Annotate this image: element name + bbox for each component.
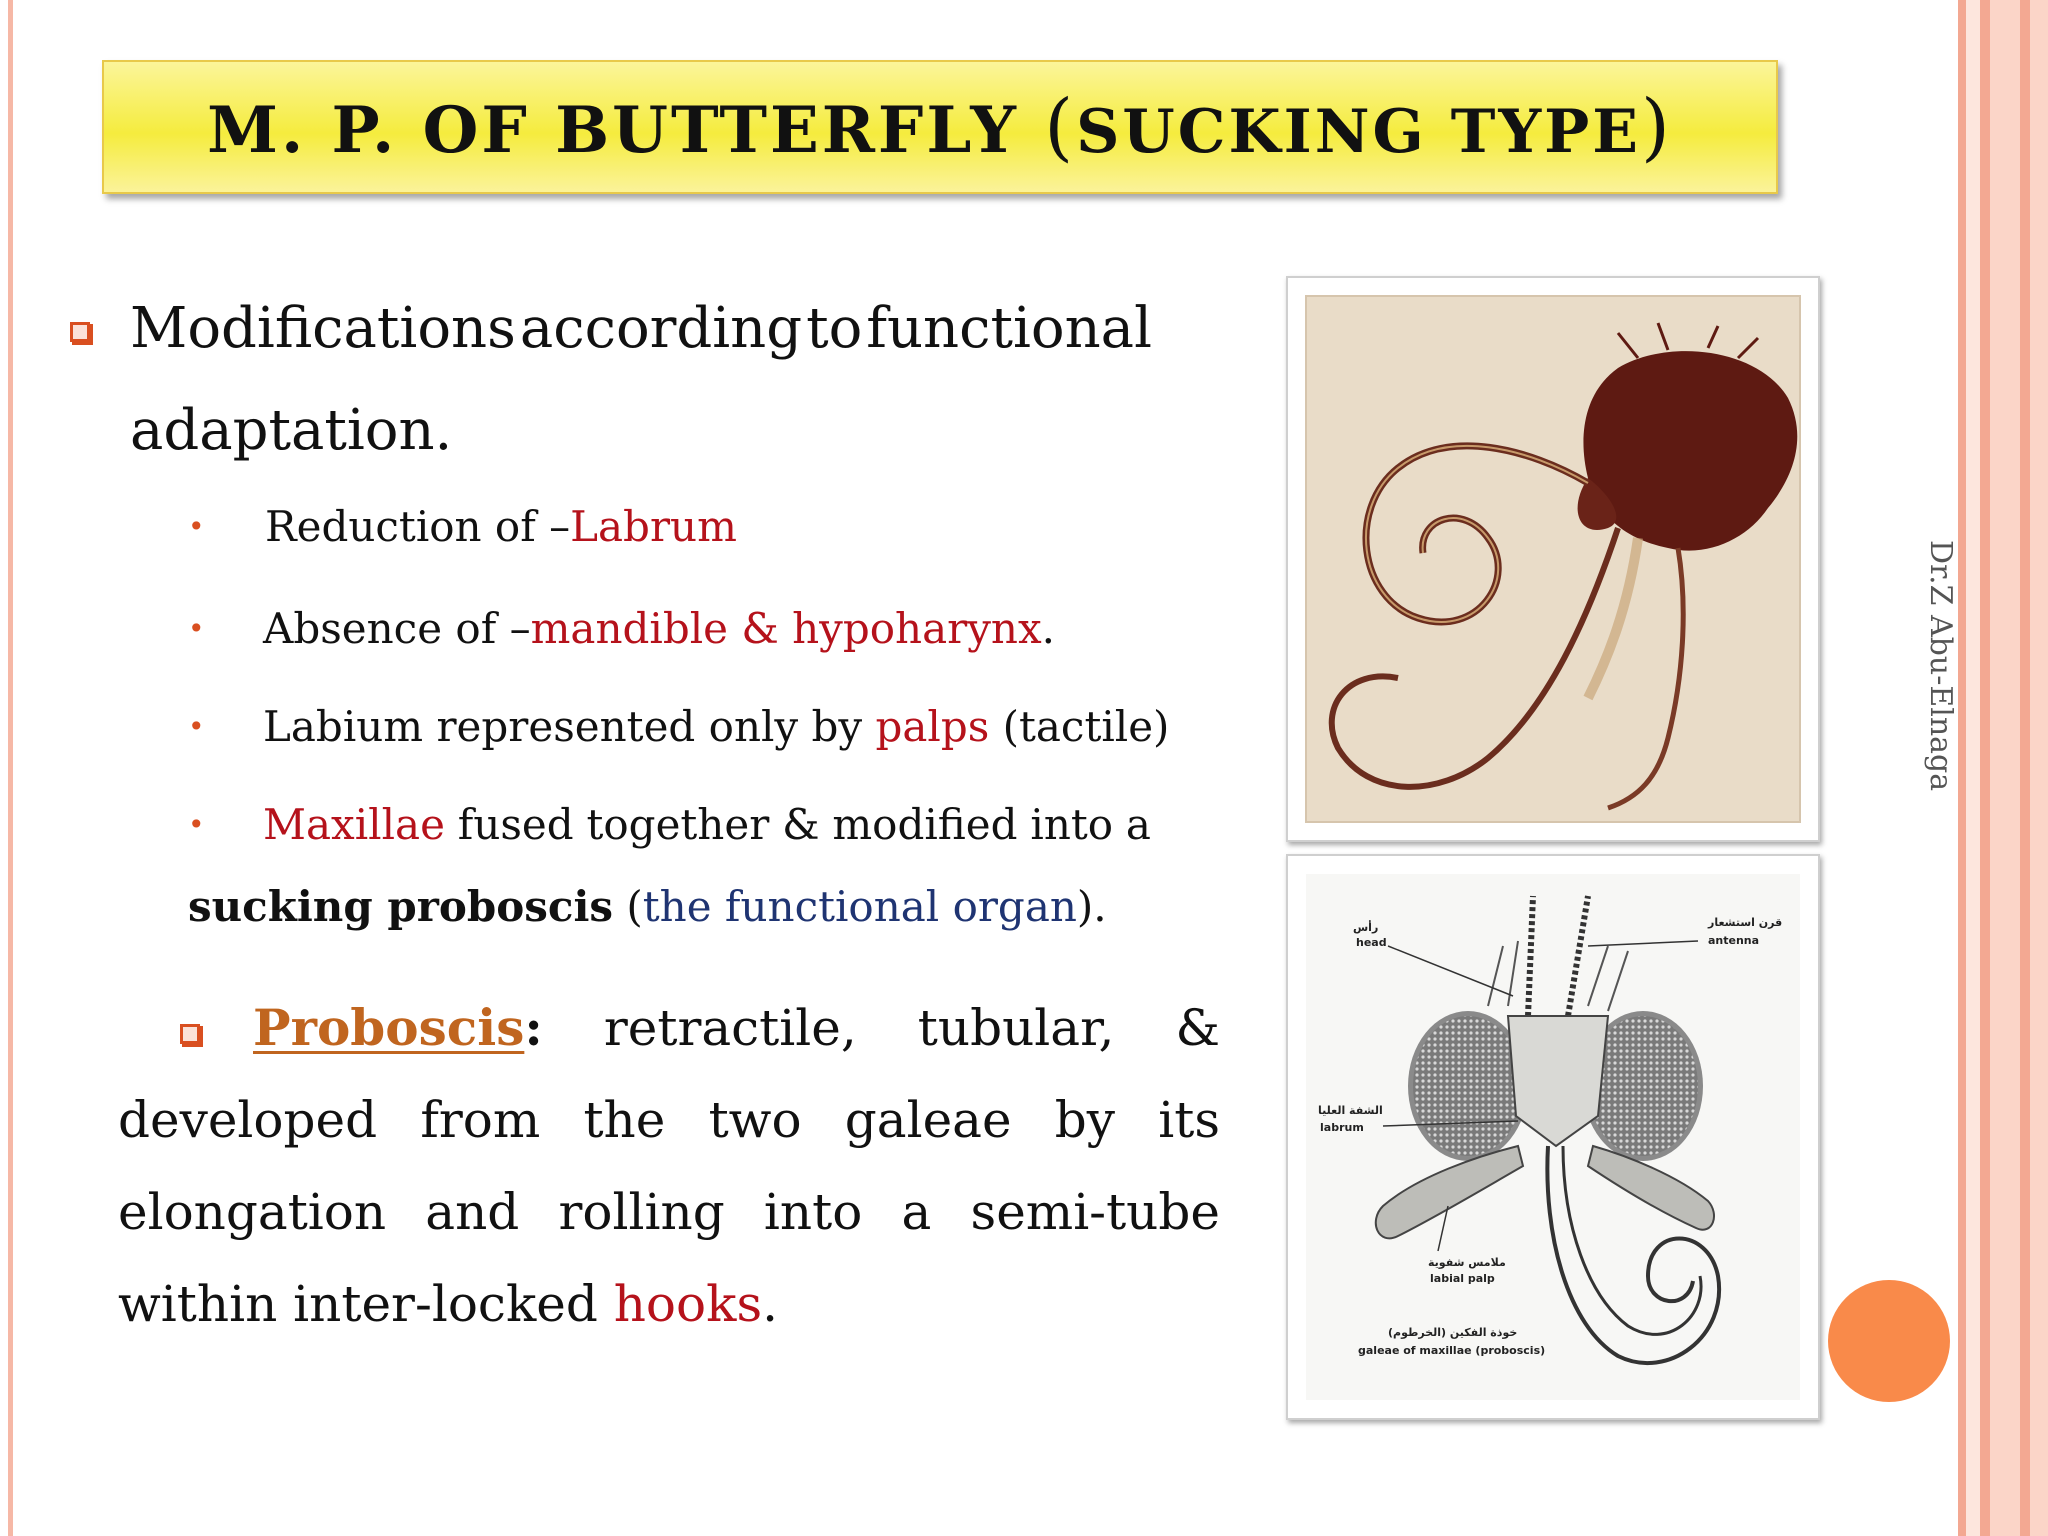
intro-line1 (130, 278, 1152, 380)
label-antenna-ar: قرن استشعار (1708, 916, 1783, 929)
maxillae-line2 (188, 876, 1218, 938)
bullet-text: Reduction of – (265, 502, 571, 551)
square-bullet-icon (180, 1024, 200, 1044)
word: into (763, 1183, 863, 1241)
bullet-dot-icon: • (188, 612, 205, 645)
bullet-word: together (586, 800, 770, 849)
word: its (1158, 1091, 1220, 1149)
word: the (583, 1091, 666, 1149)
intro-word: functional (866, 296, 1152, 361)
bullet-dot-icon: • (188, 710, 205, 743)
slide-title (207, 84, 1673, 170)
maxillae-line1 (263, 794, 1151, 856)
word: retractile, (603, 999, 857, 1057)
main-content (60, 278, 1220, 1350)
left-border-line (8, 0, 13, 1536)
right-decorative-stripes (1958, 0, 2048, 1536)
intro-paragraph (60, 278, 1152, 482)
word: tubular, (917, 999, 1115, 1057)
bullet-maxillae (188, 794, 1218, 938)
bullet-labium (188, 696, 1218, 758)
highlight-red: palps (875, 702, 990, 751)
word: within inter-locked (118, 1275, 614, 1333)
proboscis-photo (1286, 276, 1820, 842)
highlight-red: mandible & hypoharynx (530, 604, 1042, 653)
bullet-word: fused (457, 800, 574, 849)
proboscis-line3 (118, 1166, 1220, 1258)
intro-word: Modifications (130, 296, 516, 361)
word: . (762, 1275, 779, 1333)
bullet-mandible (188, 598, 1218, 660)
word: elongation (118, 1183, 387, 1241)
intro-word: to (806, 296, 863, 361)
title-paren-close: ) (1641, 84, 1673, 170)
label-galeae-ar: خوذة الفكين (الخرطوم) (1388, 1326, 1518, 1339)
word: and (425, 1183, 520, 1241)
label-labial-palp-en: labial palp (1430, 1272, 1495, 1285)
bullet-text: . (1041, 604, 1056, 653)
highlight-red: hooks (613, 1275, 763, 1333)
bold-term: sucking proboscis (188, 882, 614, 931)
label-labrum-en: labrum (1320, 1121, 1364, 1134)
word: rolling (558, 1183, 725, 1241)
proboscis-line1 (118, 982, 1220, 1074)
title-paren-open: ( (1044, 84, 1077, 170)
word: by (1054, 1091, 1116, 1149)
label-head-en: head (1356, 936, 1387, 949)
bullet-text: ). (1076, 882, 1107, 931)
head-diagram (1286, 854, 1820, 1420)
label-antenna-en: antenna (1708, 934, 1760, 947)
word: & (1175, 999, 1220, 1057)
bullet-word: modified (832, 800, 1018, 849)
bullet-labrum (188, 496, 1218, 558)
word: two (708, 1091, 802, 1149)
bullet-dot-icon: • (188, 510, 205, 543)
label-head-ar: رأس (1353, 921, 1379, 934)
word: galeae (844, 1091, 1012, 1149)
highlight-red: Labrum (570, 502, 737, 551)
highlight-red: Maxillae (263, 800, 445, 849)
intro-line2: adaptation. (130, 398, 453, 463)
word: developed (118, 1091, 378, 1149)
bullet-text: Labium represented only by (263, 702, 876, 751)
word: semi-tube (970, 1183, 1220, 1241)
label-labial-palp-ar: ملامس شفوية (1428, 1256, 1506, 1269)
proboscis-line2 (118, 1074, 1220, 1166)
head-diagram-illustration (1288, 856, 1818, 1418)
proboscis-line4 (118, 1258, 1220, 1350)
bullet-word: & (782, 800, 820, 849)
proboscis-term: Proboscis (253, 998, 525, 1057)
proboscis-paragraph (118, 982, 1220, 1350)
decorative-circle (1828, 1280, 1950, 1402)
bullet-text: Absence of – (263, 604, 531, 653)
intro-word: according (519, 296, 803, 361)
bullet-text: (tactile) (989, 702, 1170, 751)
author-credit: Dr.Z Abu-Elnaga (1923, 540, 1958, 792)
highlight-blue: the functional organ (642, 882, 1077, 931)
bullet-text: ( (613, 882, 643, 931)
label-labrum-ar: الشفة العليا (1318, 1104, 1383, 1117)
bullet-word: a (1125, 800, 1151, 849)
title-part2: SUCKING TYPE (1076, 97, 1642, 167)
bullet-word: into (1030, 800, 1114, 849)
bullet-list (188, 496, 1218, 938)
proboscis-photo-illustration (1288, 278, 1818, 840)
title-banner (102, 60, 1778, 194)
word: a (901, 1183, 932, 1241)
proboscis-colon: : (524, 998, 543, 1057)
square-bullet-icon (70, 322, 90, 342)
word: from (420, 1091, 541, 1149)
bullet-dot-icon: • (188, 808, 205, 841)
label-galeae-en: galeae of maxillae (proboscis) (1358, 1344, 1546, 1357)
title-part1: M. P. OF BUTTERFLY (207, 93, 1045, 168)
